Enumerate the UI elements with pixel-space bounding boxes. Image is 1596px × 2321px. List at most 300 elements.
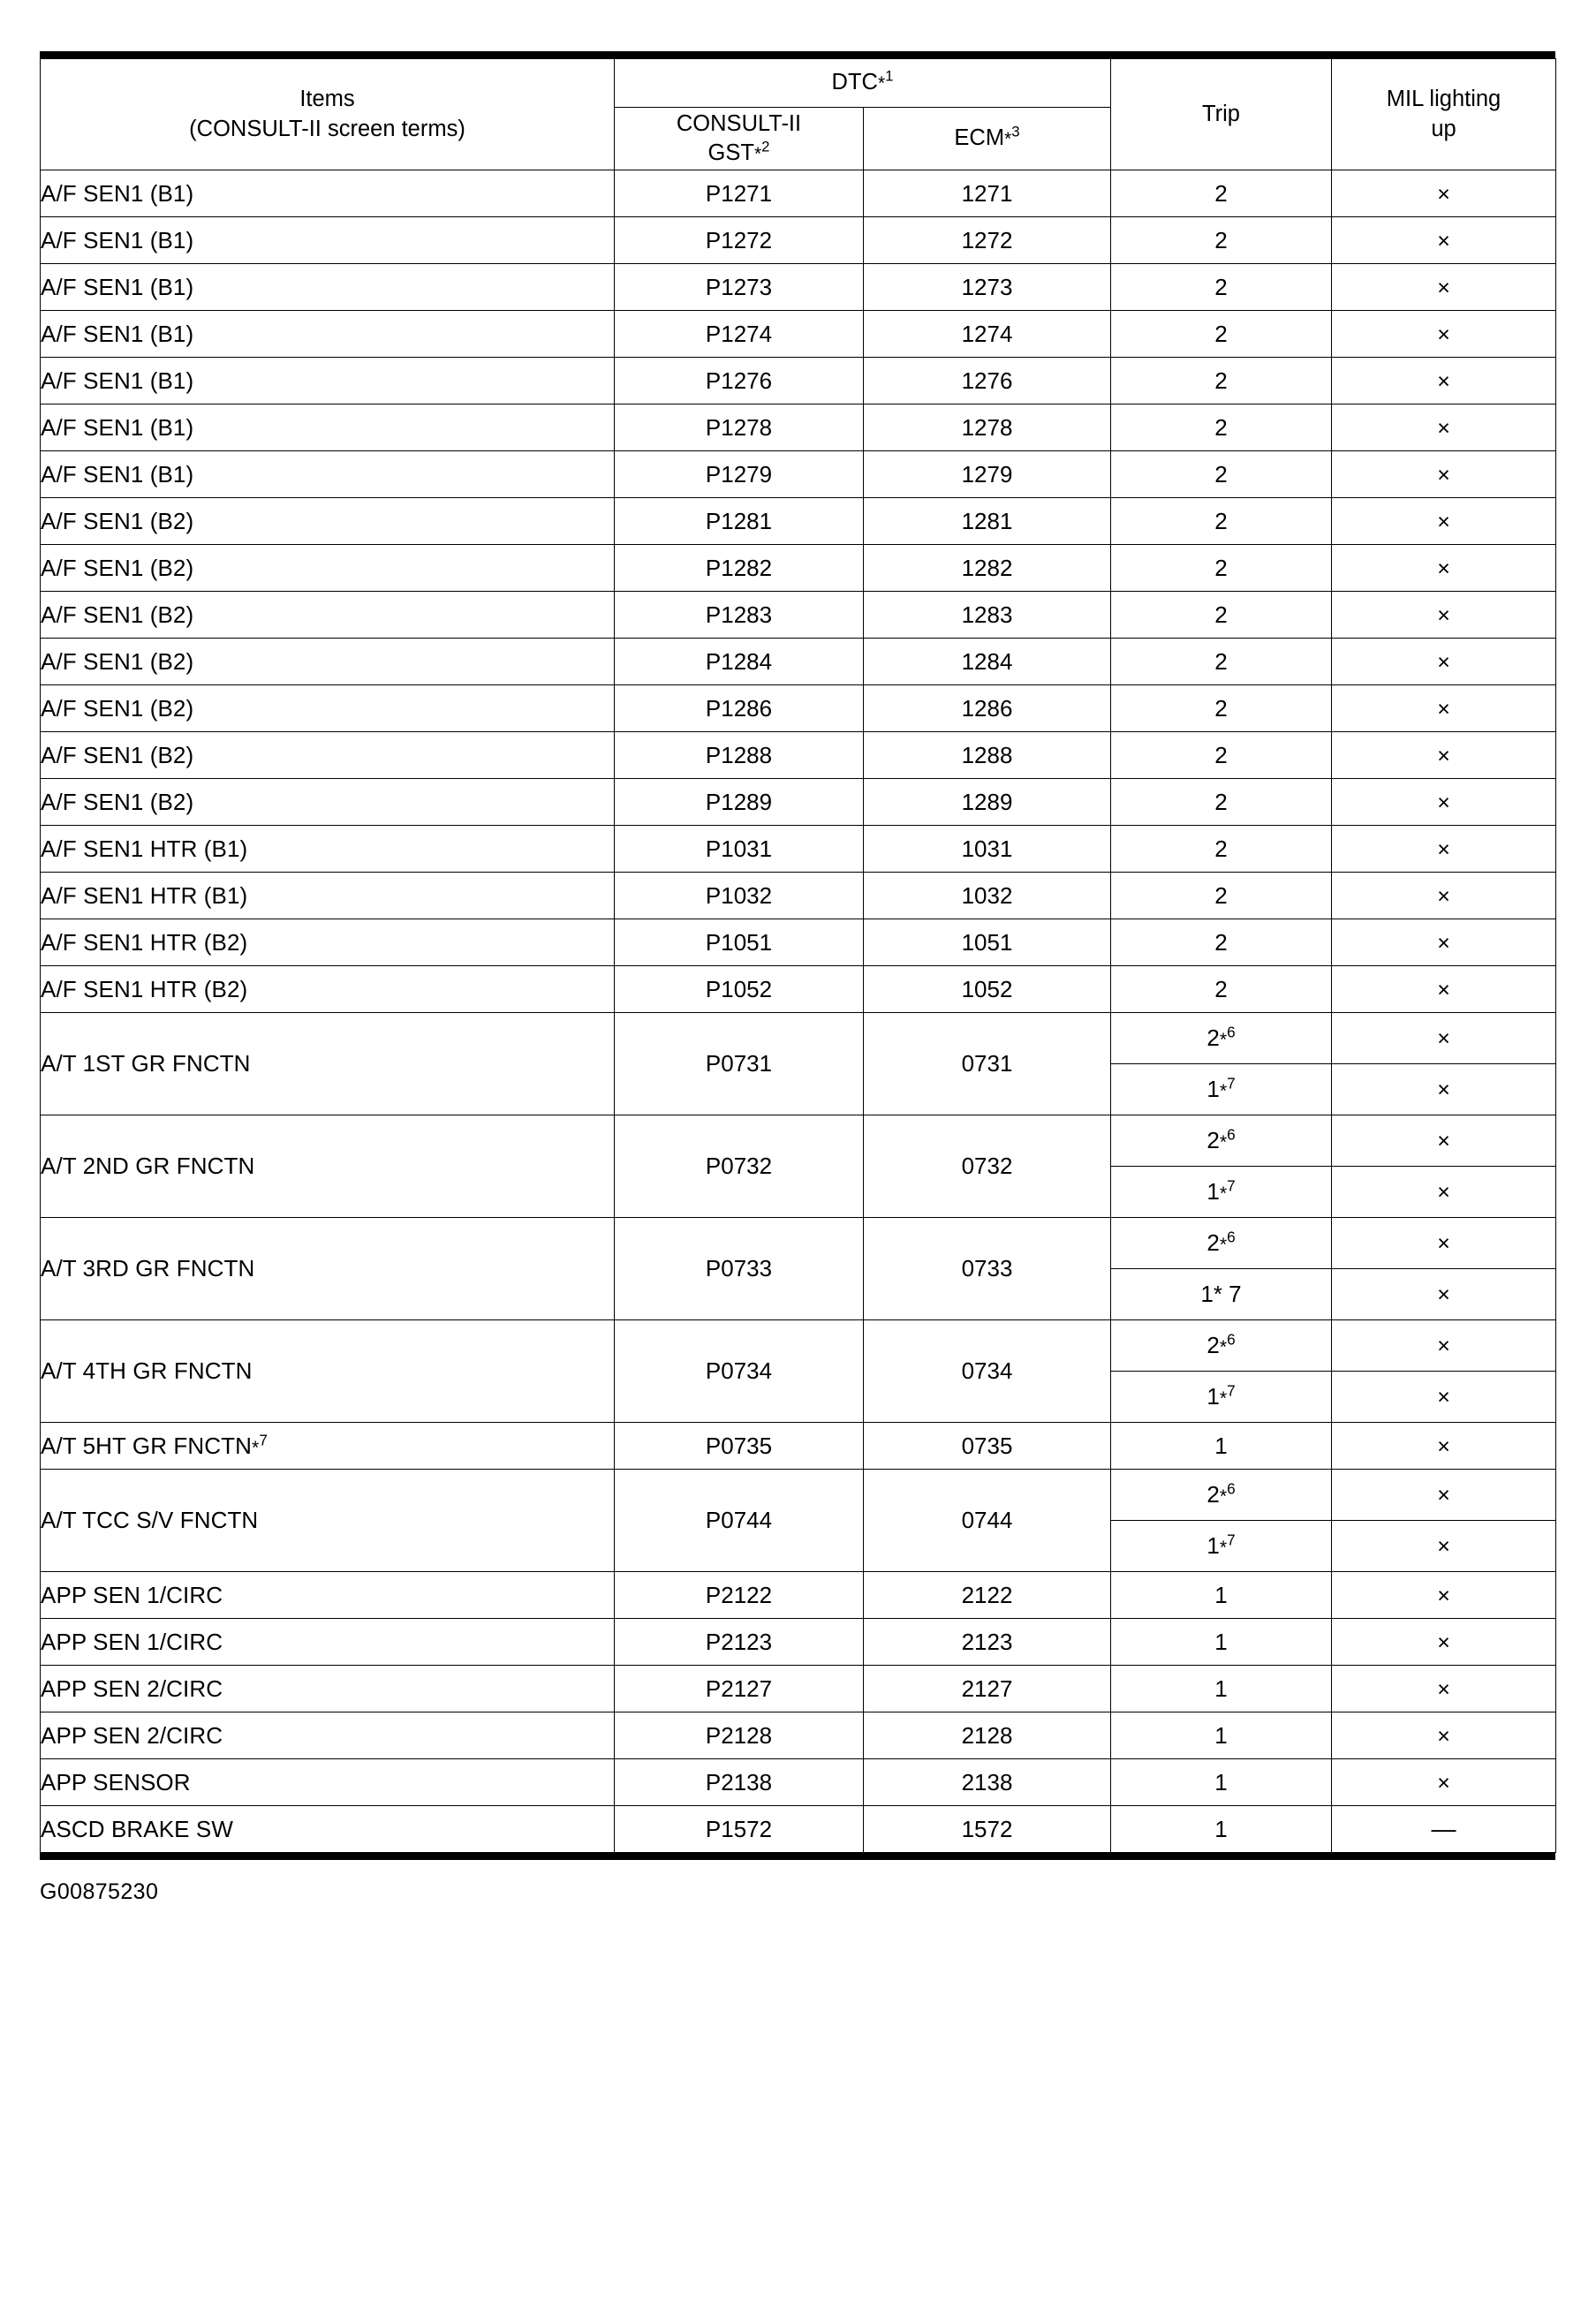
cross-icon: × bbox=[1437, 321, 1450, 347]
cell-consult-gst-code: P1271 bbox=[615, 170, 864, 217]
cross-icon: × bbox=[1437, 1385, 1450, 1410]
item-label: A/F SEN1 HTR (B1) bbox=[41, 835, 248, 862]
ecm-footnote-ref: 3 bbox=[1011, 123, 1020, 140]
cell-trip-count bbox=[1111, 264, 1332, 311]
column-header-trip-label: Trip bbox=[1202, 101, 1240, 126]
cell-trip-count bbox=[1111, 498, 1332, 545]
trip-value: 1 bbox=[1206, 1383, 1220, 1410]
cell-ecm-code: 2123 bbox=[864, 1619, 1111, 1666]
trip-value: 1 bbox=[1214, 1721, 1228, 1749]
cell-mil-lighting bbox=[1332, 1218, 1556, 1269]
cell-consult-gst-code: P1288 bbox=[615, 732, 864, 779]
gst-footnote-ref: 2 bbox=[761, 138, 770, 155]
item-footnote-ref: 7 bbox=[259, 1430, 269, 1448]
cell-mil-lighting bbox=[1332, 404, 1556, 451]
cell-item bbox=[41, 873, 615, 919]
gst-label: GST bbox=[707, 140, 754, 165]
cell-consult-gst-code: P1282 bbox=[615, 545, 864, 592]
trip-value: 2 bbox=[1206, 1229, 1220, 1256]
cell-item bbox=[41, 966, 615, 1013]
cell-ecm-code: 1276 bbox=[864, 358, 1111, 404]
cell-ecm-code: 1052 bbox=[864, 966, 1111, 1013]
cell-ecm-code: 2128 bbox=[864, 1712, 1111, 1759]
trip-star-glyph: * bbox=[1219, 1387, 1228, 1409]
gst-star-glyph: * bbox=[753, 144, 762, 164]
table-row bbox=[41, 545, 1556, 592]
cell-item bbox=[41, 451, 615, 498]
cell-consult-gst-code: P1281 bbox=[615, 498, 864, 545]
item-label: APP SENSOR bbox=[41, 1768, 191, 1796]
table-row bbox=[41, 358, 1556, 404]
cell-trip-count bbox=[1111, 1115, 1332, 1167]
dtc-table bbox=[40, 58, 1556, 1853]
figure-reference-code: G00875230 bbox=[40, 1879, 159, 1904]
trip-value: 2 bbox=[1214, 975, 1228, 1002]
cell-item bbox=[41, 1320, 615, 1423]
cell-trip-count bbox=[1111, 1619, 1332, 1666]
cell-trip-count bbox=[1111, 1372, 1332, 1423]
ecm-star-glyph: * bbox=[1004, 129, 1012, 150]
cell-consult-gst-code: P1278 bbox=[615, 404, 864, 451]
cell-item bbox=[41, 639, 615, 685]
trip-footnote-ref: 6 bbox=[1227, 1330, 1236, 1349]
table-row bbox=[41, 732, 1556, 779]
cell-ecm-code: 1272 bbox=[864, 217, 1111, 264]
cell-mil-lighting bbox=[1332, 217, 1556, 264]
item-label: A/T 2ND GR FNCTN bbox=[41, 1153, 255, 1179]
trip-value: 2 bbox=[1206, 1024, 1220, 1051]
trip-value: 1 bbox=[1206, 1532, 1220, 1559]
table-row bbox=[41, 1320, 1556, 1372]
cross-icon: × bbox=[1437, 556, 1450, 581]
cell-mil-lighting bbox=[1332, 545, 1556, 592]
column-header-mil bbox=[1332, 59, 1556, 170]
cell-consult-gst-code: P0744 bbox=[615, 1470, 864, 1572]
cell-item bbox=[41, 1666, 615, 1712]
cell-consult-gst-code: P0733 bbox=[615, 1218, 864, 1320]
table-row bbox=[41, 170, 1556, 217]
table-row bbox=[41, 217, 1556, 264]
cell-consult-gst-code: P0734 bbox=[615, 1320, 864, 1423]
cell-mil-lighting bbox=[1332, 873, 1556, 919]
trip-footnote-ref: 7 bbox=[1227, 1176, 1236, 1195]
trip-value: 2 bbox=[1214, 320, 1228, 347]
cross-icon: × bbox=[1437, 462, 1450, 488]
cell-item bbox=[41, 545, 615, 592]
ecm-label: ECM bbox=[954, 125, 1005, 151]
cell-mil-lighting bbox=[1332, 592, 1556, 639]
cross-icon: × bbox=[1437, 649, 1450, 675]
cell-ecm-code: 0734 bbox=[864, 1320, 1111, 1423]
trip-value: 1 bbox=[1214, 1675, 1228, 1702]
cell-trip-count bbox=[1111, 170, 1332, 217]
cross-icon: × bbox=[1437, 1676, 1450, 1702]
cell-ecm-code: 1286 bbox=[864, 685, 1111, 732]
cell-trip-count bbox=[1111, 545, 1332, 592]
cell-ecm-code: 1274 bbox=[864, 311, 1111, 358]
cell-mil-lighting bbox=[1332, 1115, 1556, 1167]
cell-mil-lighting bbox=[1332, 1423, 1556, 1470]
column-header-ecm bbox=[864, 108, 1111, 170]
cell-ecm-code: 1273 bbox=[864, 264, 1111, 311]
trip-value: 1 bbox=[1214, 1432, 1228, 1459]
item-label: A/F SEN1 (B2) bbox=[41, 694, 194, 722]
cell-item bbox=[41, 1470, 615, 1572]
item-label: A/F SEN1 (B2) bbox=[41, 788, 194, 815]
cell-trip-count bbox=[1111, 1470, 1332, 1521]
cell-trip-count bbox=[1111, 1572, 1332, 1619]
cell-mil-lighting bbox=[1332, 311, 1556, 358]
trip-value: 2 bbox=[1214, 507, 1228, 534]
item-label: ASCD BRAKE SW bbox=[41, 1815, 234, 1842]
cell-trip-count bbox=[1111, 1666, 1332, 1712]
trip-value: 2 bbox=[1214, 788, 1228, 815]
trip-footnote-ref: 7 bbox=[1227, 1381, 1236, 1400]
cell-trip-count bbox=[1111, 217, 1332, 264]
cross-icon: × bbox=[1437, 368, 1450, 394]
item-label: APP SEN 1/CIRC bbox=[41, 1581, 223, 1608]
trip-value: 2 bbox=[1214, 928, 1228, 956]
cell-consult-gst-code: P2128 bbox=[615, 1712, 864, 1759]
table-row bbox=[41, 1218, 1556, 1269]
cross-icon: × bbox=[1437, 696, 1450, 722]
cross-icon: × bbox=[1437, 743, 1450, 768]
trip-star-glyph: * bbox=[1219, 1336, 1228, 1357]
cell-trip-count bbox=[1111, 404, 1332, 451]
cell-trip-count bbox=[1111, 1064, 1332, 1115]
table-body bbox=[41, 170, 1556, 1853]
cell-mil-lighting bbox=[1332, 264, 1556, 311]
cross-icon: × bbox=[1437, 1583, 1450, 1608]
table-row bbox=[41, 451, 1556, 498]
cell-trip-count: 1* 7 bbox=[1111, 1269, 1332, 1320]
item-label: A/F SEN1 (B2) bbox=[41, 601, 194, 628]
cell-trip-count bbox=[1111, 1759, 1332, 1806]
cell-mil-lighting bbox=[1332, 966, 1556, 1013]
trip-star-glyph: * bbox=[1219, 1486, 1228, 1507]
column-header-dtc-label: DTC bbox=[831, 70, 878, 95]
table-row bbox=[41, 498, 1556, 545]
cell-mil-lighting bbox=[1332, 1572, 1556, 1619]
cell-item bbox=[41, 592, 615, 639]
cell-trip-count bbox=[1111, 1218, 1332, 1269]
table-row bbox=[41, 592, 1556, 639]
trip-value: 2 bbox=[1214, 226, 1228, 253]
cell-ecm-code: 1031 bbox=[864, 826, 1111, 873]
cell-item bbox=[41, 170, 615, 217]
trip-footnote-ref: 6 bbox=[1227, 1125, 1236, 1144]
table-row bbox=[41, 1470, 1556, 1521]
column-header-dtc bbox=[615, 59, 1111, 108]
cross-icon: × bbox=[1437, 977, 1450, 1002]
cross-icon: × bbox=[1437, 930, 1450, 956]
trip-value: 2 bbox=[1214, 741, 1228, 768]
column-header-items-line2: (CONSULT-II screen terms) bbox=[189, 116, 465, 141]
cell-consult-gst-code: P1032 bbox=[615, 873, 864, 919]
cross-icon: × bbox=[1437, 883, 1450, 909]
cross-icon: × bbox=[1437, 1231, 1450, 1256]
cell-trip-count bbox=[1111, 1320, 1332, 1372]
cell-ecm-code: 2127 bbox=[864, 1666, 1111, 1712]
cell-item bbox=[41, 311, 615, 358]
cell-mil-lighting bbox=[1332, 498, 1556, 545]
cross-icon: × bbox=[1437, 1129, 1450, 1153]
item-label: A/F SEN1 (B1) bbox=[41, 413, 194, 441]
cell-trip-count bbox=[1111, 1167, 1332, 1218]
trip-star-glyph: * bbox=[1219, 1080, 1228, 1101]
table-row bbox=[41, 919, 1556, 966]
trip-footnote-ref: 6 bbox=[1227, 1023, 1236, 1041]
cell-ecm-code: 1282 bbox=[864, 545, 1111, 592]
cell-mil-lighting bbox=[1332, 732, 1556, 779]
cell-consult-gst-code: P1272 bbox=[615, 217, 864, 264]
dash-icon: — bbox=[1431, 1814, 1456, 1842]
cross-icon: × bbox=[1437, 275, 1450, 300]
trip-value: 1 bbox=[1206, 1178, 1220, 1205]
cell-ecm-code: 0744 bbox=[864, 1470, 1111, 1572]
cross-icon: × bbox=[1437, 1534, 1450, 1559]
item-label: APP SEN 2/CIRC bbox=[41, 1721, 223, 1749]
trip-value: 1 bbox=[1214, 1768, 1228, 1796]
cross-icon: × bbox=[1437, 1282, 1450, 1307]
trip-value: 2 bbox=[1214, 179, 1228, 207]
cell-mil-lighting bbox=[1332, 779, 1556, 826]
table-row bbox=[41, 826, 1556, 873]
cell-trip-count bbox=[1111, 779, 1332, 826]
cell-item bbox=[41, 826, 615, 873]
trip-value: 2 bbox=[1206, 1481, 1220, 1508]
table-row bbox=[41, 1712, 1556, 1759]
table-row bbox=[41, 1619, 1556, 1666]
cell-consult-gst-code: P0731 bbox=[615, 1013, 864, 1115]
cell-mil-lighting bbox=[1332, 1269, 1556, 1320]
dtc-star-glyph: * bbox=[877, 73, 886, 95]
cross-icon: × bbox=[1437, 1770, 1450, 1796]
cell-ecm-code: 2138 bbox=[864, 1759, 1111, 1806]
trip-star-glyph: * bbox=[1219, 1234, 1228, 1255]
cell-mil-lighting bbox=[1332, 1712, 1556, 1759]
item-label: A/T TCC S/V FNCTN bbox=[41, 1507, 259, 1533]
cell-mil-lighting bbox=[1332, 639, 1556, 685]
cell-item bbox=[41, 404, 615, 451]
trip-footnote-ref: 6 bbox=[1227, 1479, 1236, 1498]
column-header-consult-line1: CONSULT-II bbox=[676, 110, 802, 136]
column-header-mil-line1: MIL lighting bbox=[1386, 87, 1501, 112]
trip-star-glyph: * bbox=[1219, 1537, 1228, 1558]
cell-ecm-code: 1284 bbox=[864, 639, 1111, 685]
trip-footnote-ref: 6 bbox=[1227, 1228, 1236, 1246]
cell-mil-lighting bbox=[1332, 1064, 1556, 1115]
table-row bbox=[41, 311, 1556, 358]
cell-mil-lighting bbox=[1332, 919, 1556, 966]
item-label: A/F SEN1 (B1) bbox=[41, 226, 194, 253]
cell-mil-lighting bbox=[1332, 1806, 1556, 1853]
cross-icon: × bbox=[1437, 1433, 1450, 1459]
cell-mil-lighting bbox=[1332, 451, 1556, 498]
cell-consult-gst-code: P0732 bbox=[615, 1115, 864, 1218]
cell-item bbox=[41, 919, 615, 966]
table-row bbox=[41, 1666, 1556, 1712]
item-label: A/F SEN1 (B2) bbox=[41, 741, 194, 768]
cell-trip-count bbox=[1111, 358, 1332, 404]
item-label: A/F SEN1 (B2) bbox=[41, 647, 194, 675]
cell-trip-count bbox=[1111, 966, 1332, 1013]
cell-item bbox=[41, 1572, 615, 1619]
cell-item bbox=[41, 685, 615, 732]
cell-consult-gst-code: P1052 bbox=[615, 966, 864, 1013]
trip-value: 2 bbox=[1214, 273, 1228, 300]
cell-item bbox=[41, 1218, 615, 1320]
cell-consult-gst-code: P1051 bbox=[615, 919, 864, 966]
table-row bbox=[41, 264, 1556, 311]
trip-value: 2 bbox=[1214, 554, 1228, 581]
cell-consult-gst-code: P1031 bbox=[615, 826, 864, 873]
cross-icon: × bbox=[1437, 602, 1450, 628]
trip-value: 1 bbox=[1214, 1628, 1228, 1655]
cell-consult-gst-code: P1284 bbox=[615, 639, 864, 685]
cell-mil-lighting bbox=[1332, 358, 1556, 404]
cross-icon: × bbox=[1437, 415, 1450, 441]
cell-mil-lighting bbox=[1332, 826, 1556, 873]
cell-ecm-code: 1278 bbox=[864, 404, 1111, 451]
cell-mil-lighting bbox=[1332, 1521, 1556, 1572]
cell-ecm-code: 0732 bbox=[864, 1115, 1111, 1218]
trip-star-glyph: * bbox=[1219, 1131, 1228, 1153]
trip-value: 1 bbox=[1214, 1815, 1228, 1842]
item-label: A/F SEN1 HTR (B2) bbox=[41, 928, 248, 956]
trip-value: 2 bbox=[1214, 835, 1228, 862]
trip-value: 2 bbox=[1214, 460, 1228, 488]
table-bottom-rule bbox=[40, 1853, 1555, 1860]
cell-ecm-code: 1281 bbox=[864, 498, 1111, 545]
header-row-primary bbox=[41, 59, 1556, 108]
cell-ecm-code: 1283 bbox=[864, 592, 1111, 639]
cell-consult-gst-code: P2123 bbox=[615, 1619, 864, 1666]
item-label: A/T 5HT GR FNCTN bbox=[41, 1432, 252, 1459]
cell-mil-lighting bbox=[1332, 1619, 1556, 1666]
cell-mil-lighting bbox=[1332, 1013, 1556, 1064]
cell-trip-count bbox=[1111, 873, 1332, 919]
cell-trip-count bbox=[1111, 826, 1332, 873]
item-label: A/F SEN1 (B1) bbox=[41, 273, 194, 300]
trip-star-glyph: * bbox=[1219, 1183, 1228, 1204]
cell-mil-lighting bbox=[1332, 1167, 1556, 1218]
cell-trip-count bbox=[1111, 1423, 1332, 1470]
trip-value: 2 bbox=[1214, 881, 1228, 909]
cell-trip-count bbox=[1111, 919, 1332, 966]
dtc-footnote-ref: 1 bbox=[885, 67, 894, 85]
trip-footnote-ref: 7 bbox=[1227, 1074, 1236, 1092]
cell-trip-count bbox=[1111, 685, 1332, 732]
table-row bbox=[41, 873, 1556, 919]
cell-consult-gst-code: P1279 bbox=[615, 451, 864, 498]
cell-trip-count bbox=[1111, 451, 1332, 498]
cell-item bbox=[41, 498, 615, 545]
cell-item bbox=[41, 1115, 615, 1218]
table-row bbox=[41, 1806, 1556, 1853]
item-label: A/F SEN1 (B2) bbox=[41, 554, 194, 581]
column-header-mil-line2: up bbox=[1431, 116, 1456, 141]
table-row bbox=[41, 1572, 1556, 1619]
cell-item bbox=[41, 358, 615, 404]
cell-ecm-code: 0731 bbox=[864, 1013, 1111, 1115]
cell-ecm-code: 1032 bbox=[864, 873, 1111, 919]
trip-value: 2 bbox=[1206, 1127, 1220, 1153]
item-label: A/F SEN1 HTR (B2) bbox=[41, 975, 248, 1002]
cell-mil-lighting bbox=[1332, 1320, 1556, 1372]
table-header bbox=[41, 59, 1556, 170]
cell-mil-lighting bbox=[1332, 170, 1556, 217]
table-top-rule bbox=[40, 51, 1555, 58]
cell-item bbox=[41, 264, 615, 311]
cell-item bbox=[41, 1013, 615, 1115]
item-label: APP SEN 2/CIRC bbox=[41, 1675, 223, 1702]
table-row bbox=[41, 966, 1556, 1013]
cell-trip-count bbox=[1111, 592, 1332, 639]
item-star-glyph: * bbox=[252, 1436, 260, 1458]
cell-consult-gst-code: P1286 bbox=[615, 685, 864, 732]
cell-item bbox=[41, 1712, 615, 1759]
trip-value: 1 bbox=[1214, 1581, 1228, 1608]
cell-consult-gst-code: P1274 bbox=[615, 311, 864, 358]
cell-item bbox=[41, 217, 615, 264]
cell-trip-count bbox=[1111, 1806, 1332, 1853]
table-row bbox=[41, 779, 1556, 826]
trip-footnote-ref: 7 bbox=[1227, 1531, 1236, 1549]
trip-value: 2 bbox=[1206, 1332, 1220, 1358]
trip-value: 2 bbox=[1214, 601, 1228, 628]
cell-mil-lighting bbox=[1332, 1372, 1556, 1423]
cross-icon: × bbox=[1437, 1180, 1450, 1205]
cell-ecm-code: 1279 bbox=[864, 451, 1111, 498]
cell-ecm-code: 0735 bbox=[864, 1423, 1111, 1470]
cell-consult-gst-code: P1289 bbox=[615, 779, 864, 826]
cell-item bbox=[41, 1423, 615, 1470]
cross-icon: × bbox=[1437, 790, 1450, 815]
column-header-items bbox=[41, 59, 615, 170]
cross-icon: × bbox=[1437, 1077, 1450, 1102]
item-label: A/F SEN1 (B1) bbox=[41, 367, 194, 394]
cell-mil-lighting bbox=[1332, 685, 1556, 732]
cell-ecm-code: 1288 bbox=[864, 732, 1111, 779]
cell-trip-count bbox=[1111, 1712, 1332, 1759]
cross-icon: × bbox=[1437, 1723, 1450, 1749]
cell-consult-gst-code: P1276 bbox=[615, 358, 864, 404]
cross-icon: × bbox=[1437, 509, 1450, 534]
cell-item bbox=[41, 1806, 615, 1853]
cell-ecm-code: 0733 bbox=[864, 1218, 1111, 1320]
cross-icon: × bbox=[1437, 836, 1450, 862]
cell-trip-count bbox=[1111, 311, 1332, 358]
cross-icon: × bbox=[1437, 1483, 1450, 1508]
cell-consult-gst-code: P1273 bbox=[615, 264, 864, 311]
table-row bbox=[41, 1013, 1556, 1064]
table-row bbox=[41, 639, 1556, 685]
cell-item bbox=[41, 1759, 615, 1806]
cell-trip-count bbox=[1111, 1521, 1332, 1572]
column-header-trip bbox=[1111, 59, 1332, 170]
column-header-consult-gst bbox=[615, 108, 864, 170]
cell-mil-lighting bbox=[1332, 1666, 1556, 1712]
item-label: A/T 3RD GR FNCTN bbox=[41, 1255, 255, 1281]
item-label: A/T 4TH GR FNCTN bbox=[41, 1357, 253, 1384]
item-label: A/F SEN1 HTR (B1) bbox=[41, 881, 248, 909]
item-label: A/F SEN1 (B1) bbox=[41, 320, 194, 347]
cell-mil-lighting bbox=[1332, 1759, 1556, 1806]
trip-value: 2 bbox=[1214, 694, 1228, 722]
cross-icon: × bbox=[1437, 228, 1450, 253]
cross-icon: × bbox=[1437, 1629, 1450, 1655]
